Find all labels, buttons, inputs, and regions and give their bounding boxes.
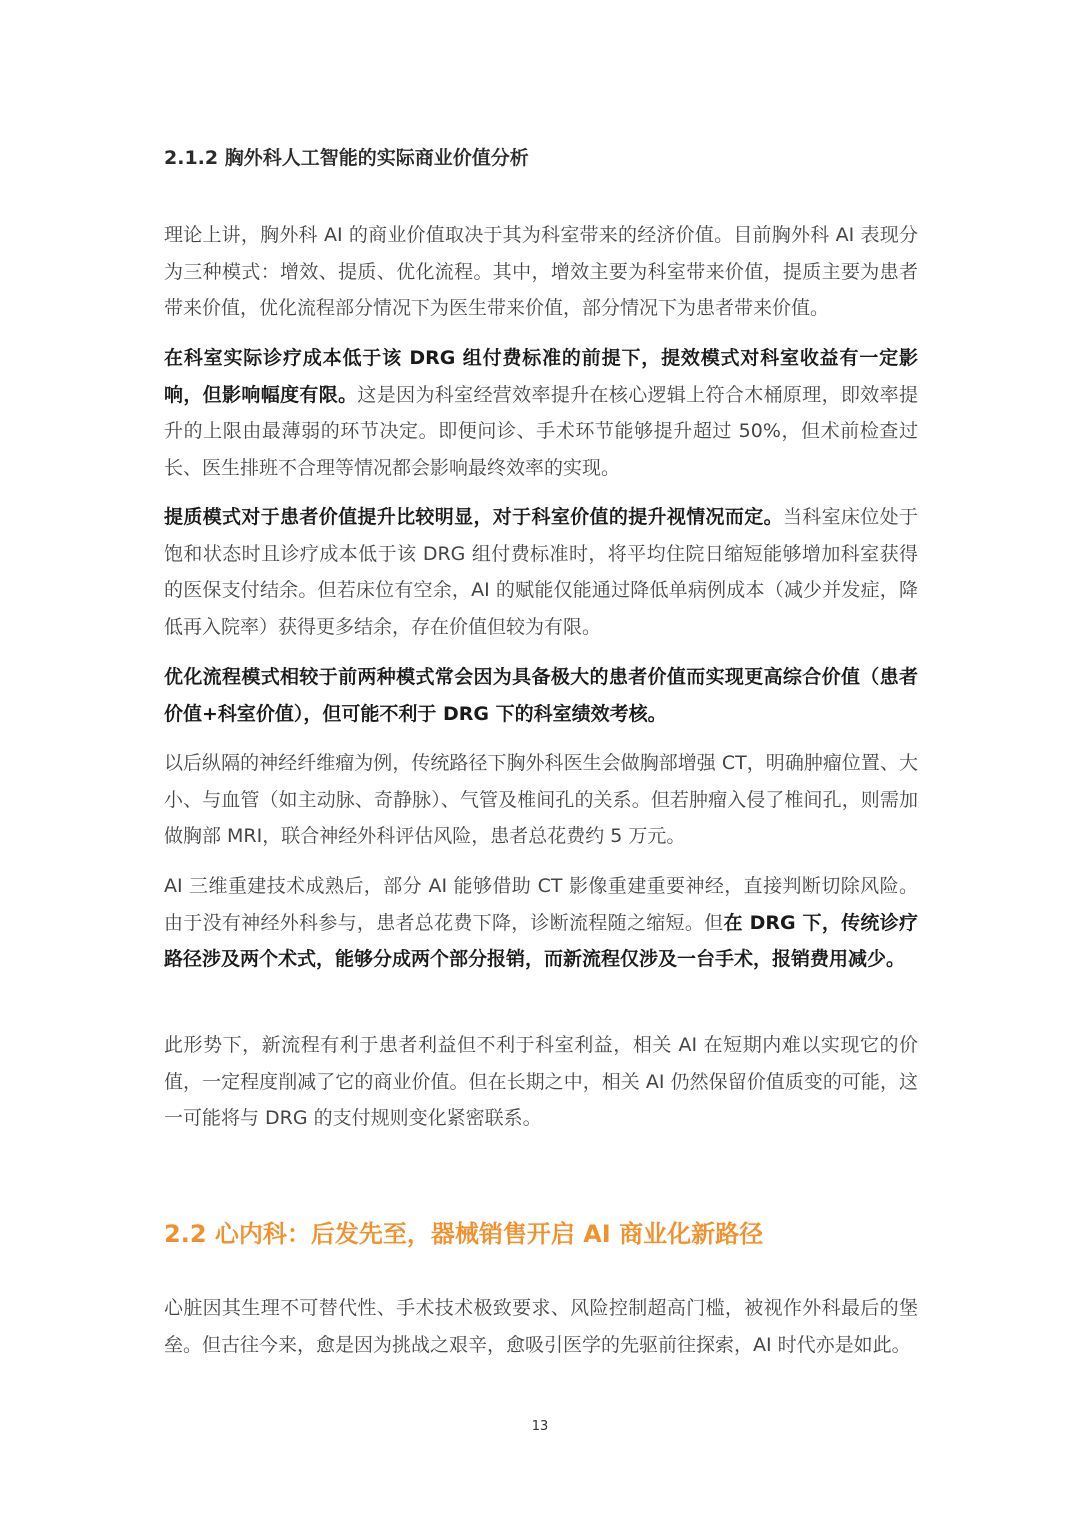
paragraph-cardiology-intro bbox=[164, 1290, 918, 1363]
paragraph-bold-lead: 提质模式对于患者价值提升比较明显，对于科室价值的提升视情况而定。 bbox=[164, 506, 783, 528]
paragraph-bold-lead: 优化流程模式相较于前两种模式常会因为具备极大的患者价值而实现更高综合价值（患者价值+科室价值），但可能不利于 DRG 下的科室绩效考核。 bbox=[164, 666, 918, 725]
paragraph-text: 这是因为科室经营效率提升在核心逻辑上符合木桶原理，即效率提升的上限由最薄弱的环节决定。即便问诊、手术环节能够提升超过 50%，但术前检查过长、医生排班不合理等情况都会影响最终效率的实现。 bbox=[164, 383, 918, 479]
paragraph-text: AI 三维重建技术成熟后，部分 AI 能够借助 CT 影像重建重要神经，直接判断切除风险。由于没有神经外科参与，患者总花费下降，诊断流程随之缩短。但 bbox=[164, 875, 918, 934]
paragraph-text: 理论上讲，胸外科 AI 的商业价值取决于其为科室带来的经济价值。目前胸外科 AI 表现分为三种模式：增效、提质、优化流程。其中，增效主要为科室带来价值，提质主要为患者带来价值，优化流程部分情况下为医生带来价值，部分情况下为患者带来价值。 bbox=[164, 224, 918, 319]
paragraph-commercial-value-intro bbox=[164, 217, 918, 327]
paragraph-neurofibroma-example bbox=[164, 745, 918, 855]
paragraph-text: 心脏因其生理不可替代性、手术技术极致要求、风险控制超高门槛，被视作外科最后的堡垒。但古往今来，愈是因为挑战之艰辛，愈吸引医学的先驱前往探索，AI 时代亦是如此。 bbox=[164, 1297, 918, 1356]
paragraph-conclusion bbox=[164, 1027, 918, 1137]
subsection-heading: 2.1.2 胸外科人工智能的实际商业价值分析 bbox=[164, 147, 529, 169]
page-number: 13 bbox=[531, 1419, 549, 1434]
paragraph-text: 此形势下，新流程有利于患者利益但不利于科室利益，相关 AI 在短期内难以实现它的价值，一定程度削减了它的商业价值。但在长期之中，相关 AI 仍然保留价值质变的可能，这一可能将与 DRG 的支付规则变化紧密联系。 bbox=[164, 1034, 918, 1129]
section-heading: 2.2 心内科：后发先至，器械销售开启 AI 商业化新路径 bbox=[164, 1220, 764, 1248]
paragraph-text: 当科室床位处于饱和状态时且诊疗成本低于该 DRG 组付费标准时，将平均住院日缩短能够增加科室获得的医保支付结余。但若床位有空余，AI 的赋能仅能通过降低单病例成本（减少并发症，降低再入院率）获得更多结余，存在价值但较为有限。 bbox=[164, 506, 918, 638]
paragraph-ai-3d-reconstruction bbox=[164, 868, 918, 978]
paragraph-text: 以后纵隔的神经纤维瘤为例，传统路径下胸外科医生会做胸部增强 CT，明确肿瘤位置、大小、与血管（如主动脉、奇静脉）、气管及椎间孔的关系。但若肿瘤入侵了椎间孔，则需加做胸部 MRI，联合神经外科评估风险，患者总花费约 5 万元。 bbox=[164, 752, 918, 847]
paragraph-quality-mode bbox=[164, 499, 918, 645]
paragraph-efficiency-mode bbox=[164, 340, 918, 486]
paragraph-bold-lead: 在科室实际诊疗成本低于该 DRG 组付费标准的前提下，提效模式对科室收益有一定影响，但影响幅度有限。 bbox=[164, 347, 918, 406]
paragraph-bold-tail: 在 DRG 下，传统诊疗路径涉及两个术式，能够分成两个部分报销，而新流程仅涉及一台手术，报销费用减少。 bbox=[164, 911, 918, 970]
paragraph-process-mode bbox=[164, 659, 918, 732]
